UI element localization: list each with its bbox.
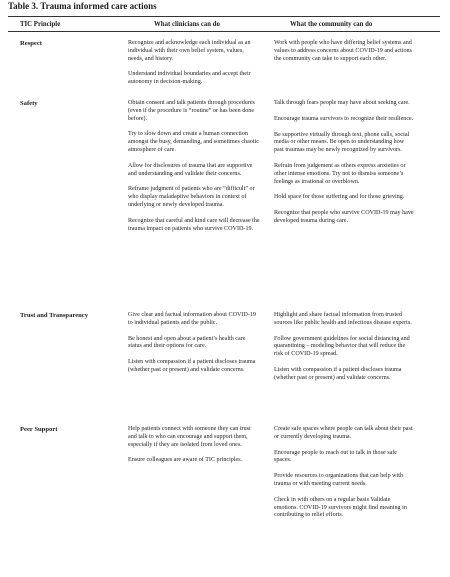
header-bottom-rule: [8, 31, 440, 32]
safety-clinician-action-3: Allow for disclosures of trauma that are supportive and understanding and validate their concerns.: [128, 162, 253, 177]
respect-clinician-action-2: Understand individual boundaries and accept their autonomy in decision-making.: [128, 71, 251, 86]
trust-clinician-action-2: Be honest and open about a patient’s health care status and their options for care.: [128, 335, 246, 350]
safety-community-action-6: Recognize that people who survive COVID-19 may have developed trauma during care.: [274, 210, 414, 224]
peer-clinician-action-1: Help patients connect with someone they can trust and talk to who can encourage and support them, especially if they are isolated from loved ones.: [128, 426, 251, 448]
safety-community-action-2: Encourage trauma survivors to recognize their resilience.: [274, 115, 414, 122]
peer-clinician-action-2: Ensure colleagues are aware of TIC principles.: [128, 457, 243, 464]
safety-community-action-5: Hold space for those suffering and for those grieving.: [274, 194, 405, 201]
row-label-respect: Respect: [20, 40, 42, 47]
respect-clinician-action-1: Recognize and acknowledge each individual as an individual with their own belief system, values, needs, and history.: [128, 40, 251, 62]
safety-clinician-actions: [128, 100, 260, 241]
safety-community-action-4: Refrain from judgement as others express anxieties or other intense emotions. Try not to dismiss someone’s feelings as irrational or overblown.: [274, 162, 406, 185]
safety-clinician-action-4: Reframe judgment of patients who are “difficult” or who display maladaptive behaviors in context of underlying or newly developed trauma.: [128, 186, 255, 208]
trust-community-action-1: Highlight and share factual information from trusted sources like public health and infectious disease experts.: [274, 312, 412, 326]
row-label-peer-support: Peer Support: [20, 426, 58, 433]
header-clinicians: What clinicians can do: [154, 21, 220, 28]
safety-clinician-action-1: Obtain consent and talk patients through procedures (even if the procedure is “routine” or has been done before).: [128, 100, 255, 122]
peer-community-action-4: Check in with others on a regular basis Validate emotions. COVID-19 survivors might find meaning in contributing to relief efforts.: [274, 496, 407, 519]
header-top-rule: [8, 16, 440, 17]
peer-community-actions: [274, 426, 414, 528]
respect-community-actions: [274, 40, 414, 71]
header-tic-principle: TIC Principle: [20, 21, 61, 28]
safety-community-actions: [274, 100, 414, 234]
peer-community-action-1: Create safe spaces where people can talk about their past or currently developing trauma.: [274, 426, 413, 440]
respect-clinician-actions: [128, 40, 260, 95]
safety-clinician-action-5: Recognize that careful and kind care will decrease the trauma impact on patients who survive COVID-19.: [128, 217, 260, 232]
respect-community-action-1: Work with people who have differing belief systems and values to address concerns about COVID-19 and actions the community can take to support each other.: [274, 40, 412, 62]
safety-clinician-action-2: Try to slow down and create a human connection amongst the busy, demanding, and sometimes chaotic atmosphere of care.: [128, 131, 259, 153]
trust-clinician-action-1: Give clear and factual information about COVID-19 to individual patients and the public.: [128, 312, 256, 326]
peer-community-action-3: Provide resources to organizations that can help with trauma or with meeting current needs.: [274, 473, 404, 487]
trust-community-action-2: Follow government guidelines for social distancing and quarantining – modeling behavior that will reduce the risk of COVID-19 spread.: [274, 335, 410, 358]
trust-clinician-action-3: Listen with compassion if a patient discloses trauma (whether past or present) and validate concerns.: [128, 359, 256, 373]
peer-clinician-actions: [128, 426, 260, 473]
trust-community-action-3: Listen with compassion if a patient discloses trauma (whether past or present) and validate concerns.: [274, 366, 402, 381]
row-label-safety: Safety: [20, 100, 38, 107]
row-label-trust-transparency: Trust and Transparency: [20, 312, 89, 319]
trust-clinician-actions: [128, 312, 260, 383]
safety-community-action-1: Talk through fears people may have about seeking care.: [274, 100, 410, 106]
peer-community-action-2: Encourage people to reach out to talk in those safe spaces.: [274, 449, 398, 464]
header-community: What the community can do: [290, 21, 373, 28]
trust-community-actions: [274, 312, 414, 391]
table-title: Table 3. Trauma informed care actions: [8, 1, 157, 11]
safety-community-action-3: Be supportive virtually through text, phone calls, social media or other means. Be open to understanding how past traumas may be newly recognized by survivors.: [274, 131, 410, 154]
